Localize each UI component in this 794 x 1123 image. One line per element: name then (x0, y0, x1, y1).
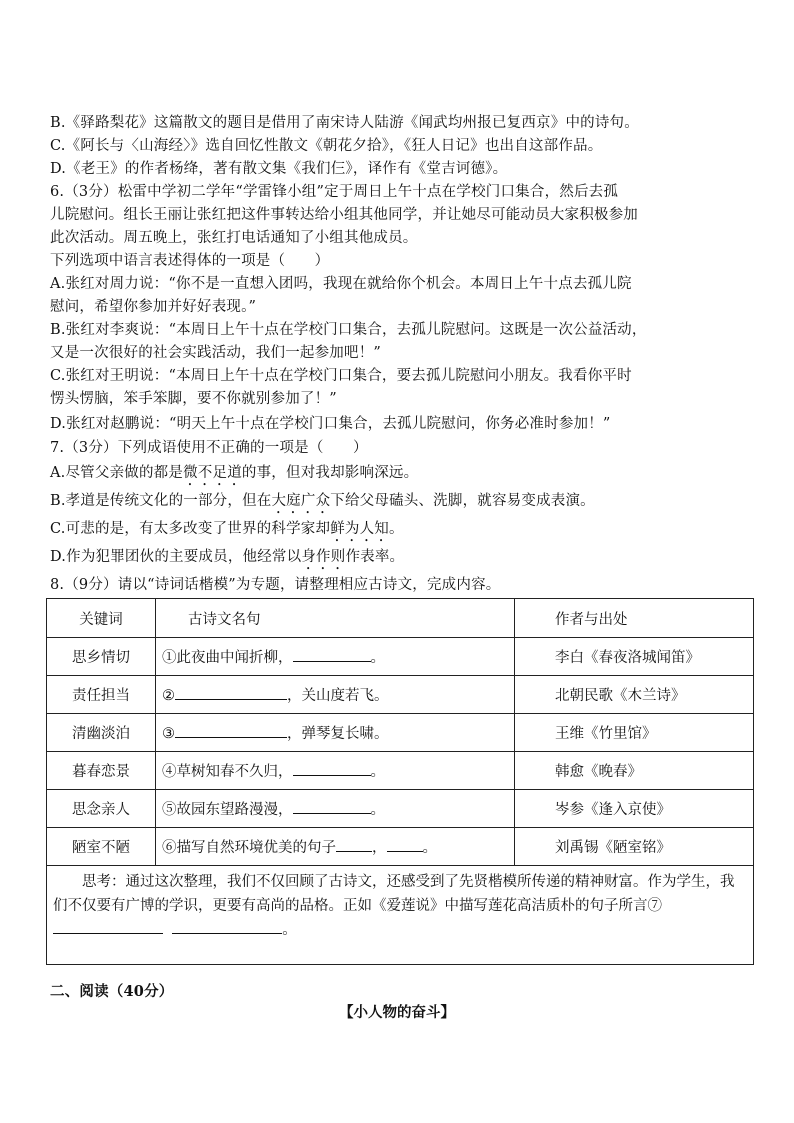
answer-blank-6b[interactable] (387, 837, 423, 852)
section-2-heading: 二、阅读（40分） (50, 983, 174, 1000)
row-source: 刘禹锡《陋室铭》 (515, 828, 754, 866)
answer-blank-5[interactable] (293, 799, 371, 814)
row-verse (156, 790, 515, 828)
q7-option-a (50, 463, 418, 489)
answer-blank-3[interactable] (175, 723, 287, 738)
q7-c-idiom: 鲜为人知 (330, 521, 389, 537)
verse-text: ⑥描写自然环境优美的句子 (162, 840, 336, 856)
answer-blank-6a[interactable] (336, 837, 372, 852)
q6-option-a-1: A.张红对周力说：“你不是一直想入团吗，我现在就给你个机会。本周日上午十点去孤儿院 (50, 276, 632, 292)
row-source: 北朝民歌《木兰诗》 (515, 676, 754, 714)
option-c-line: C.《阿长与〈山海经〉》选自回忆性散文《朝花夕拾》，《狂人日记》也出自这部作品。 (50, 138, 603, 154)
q7-b-pre: B.孝道是传统文化的一部分，但在 (50, 493, 272, 509)
question-6-prompt: 下列选项中语言表述得体的一项是（ ） (50, 253, 330, 269)
q7-a-idiom: 微不足道 (183, 465, 242, 481)
question-6-line-1: 6.（3分）松雷中学初二学年“学雷锋小组”定于周日上午十点在学校门口集合，然后去孤 (50, 184, 619, 200)
reading-title: 【小人物的奋斗】 (339, 1004, 455, 1021)
table-header-row (47, 599, 754, 638)
q6-option-b-2: 又是一次很好的社会实践活动，我们一起参加吧！” (50, 345, 382, 361)
q7-b-post: 下给父母磕头、洗脚，就容易变成表演。 (330, 493, 595, 509)
option-d-line: D.《老王》的作者杨绛，著有散文集《我们仨》，译作有《堂吉诃德》。 (50, 161, 508, 177)
question-8-prompt: 8.（9分）请以“诗词话楷模”为专题，请整理相应古诗文，完成内容。 (50, 577, 501, 593)
q7-a-post: 的事，但对我却影响深远。 (241, 465, 419, 481)
table-row (47, 676, 754, 714)
q6-option-c-1: C.张红对王明说：“本周日上午十点在学校门口集合，要去孤儿院慰问小朋友。我看你平时 (50, 368, 632, 384)
verse-text: 。 (422, 840, 437, 856)
row-keyword: 思念亲人 (47, 790, 156, 828)
q6-option-c-2: 愣头愣脑，笨手笨脚，要不你就别参加了！” (50, 391, 337, 407)
answer-blank-7b[interactable] (172, 919, 282, 934)
table-row (47, 714, 754, 752)
row-keyword: 责任担当 (47, 676, 156, 714)
row-source: 岑参《逢入京使》 (515, 790, 754, 828)
verse-text: ⑤故园东望路漫漫， (162, 802, 293, 818)
option-b-line: B.《驿路梨花》这篇散文的题目是借用了南宋诗人陆游《闻武均州报已复西京》中的诗句。 (50, 115, 639, 131)
header-verse: 古诗文名句 (156, 599, 515, 638)
q7-d-post: 作表率。 (345, 549, 405, 565)
table-row (47, 752, 754, 790)
question-6-line-2: 儿院慰问。组长王丽让张红把这件事转达给小组其他同学，并让她尽可能动员大家积极参加 (50, 207, 638, 223)
row-verse (156, 828, 515, 866)
q7-option-b (50, 491, 595, 517)
row-keyword: 清幽淡泊 (47, 714, 156, 752)
q7-option-d (50, 547, 404, 573)
verse-text: ①此夜曲中闻折柳， (162, 650, 293, 666)
header-source: 作者与出处 (515, 599, 754, 638)
header-keyword: 关键词 (47, 599, 156, 638)
row-keyword: 暮春恋景 (47, 752, 156, 790)
q7-d-pre: D.作为犯罪团伙的主要成员，他经常以 (50, 549, 302, 565)
question-6-line-3: 此次活动。周五晚上，张红打电话通知了小组其他成员。 (50, 230, 418, 246)
q7-d-idiom: 身作则 (301, 549, 346, 565)
q7-c-post: 。 (389, 521, 404, 537)
verse-text: ， (372, 840, 387, 856)
q6-option-a-2: 慰问，希望你参加并好好表现。” (50, 299, 257, 315)
table-row (47, 638, 754, 676)
verse-text: 。 (370, 802, 385, 818)
verse-text: ，关山度若飞。 (287, 688, 389, 704)
q7-a-pre: A.尽管父亲做的都是 (50, 465, 184, 481)
row-keyword: 陋室不陋 (47, 828, 156, 866)
row-source: 韩愈《晚春》 (515, 752, 754, 790)
q7-c-pre: C.可悲的是，有太多改变了世界的科学家却 (50, 521, 331, 537)
row-keyword: 思乡情切 (47, 638, 156, 676)
row-source: 李白《春夜洛城闻笛》 (515, 638, 754, 676)
row-verse (156, 638, 515, 676)
verse-text: ③ (162, 726, 175, 742)
think-text: 思考：通过这次整理，我们不仅回顾了古诗文，还感受到了先贤楷模所传递的精神财富。作为学生，我们不仅要有广博的学识，更要有高尚的品格。正如《爱莲说》中描写莲花高洁质朴的句子所言 (53, 874, 735, 914)
answer-blank-2[interactable] (175, 685, 287, 700)
answer-blank-7a[interactable] (53, 919, 163, 934)
verse-text: ，弹琴复长啸。 (287, 726, 389, 742)
verse-text: ④草树知春不久归， (162, 764, 293, 780)
answer-blank-4[interactable] (293, 761, 371, 776)
table-row (47, 828, 754, 866)
think-end: 。 (282, 922, 297, 938)
row-verse (156, 752, 515, 790)
row-source: 王维《竹里馆》 (515, 714, 754, 752)
row-verse (156, 714, 515, 752)
think-cell (47, 866, 754, 965)
table-row (47, 790, 754, 828)
answer-blank-1[interactable] (293, 647, 371, 662)
think-marker: ⑦ (647, 898, 662, 914)
poem-table (46, 598, 754, 965)
row-verse (156, 676, 515, 714)
think-row (47, 866, 754, 965)
question-7-prompt: 7.（3分）下列成语使用不正确的一项是（ ） (50, 440, 368, 456)
q6-option-d: D.张红对赵鹏说：“明天上午十点在学校门口集合，去孤儿院慰问，你务必准时参加！” (50, 416, 611, 432)
verse-text: 。 (370, 650, 385, 666)
verse-text: ② (162, 688, 175, 704)
verse-text: 。 (370, 764, 385, 780)
q7-option-c (50, 519, 404, 545)
think-paragraph (53, 870, 747, 942)
q7-b-idiom: 大庭广众 (271, 493, 331, 509)
q6-option-b-1: B.张红对李爽说：“本周日上午十点在学校门口集合，去孤儿院慰问。这既是一次公益活动， (50, 322, 647, 338)
